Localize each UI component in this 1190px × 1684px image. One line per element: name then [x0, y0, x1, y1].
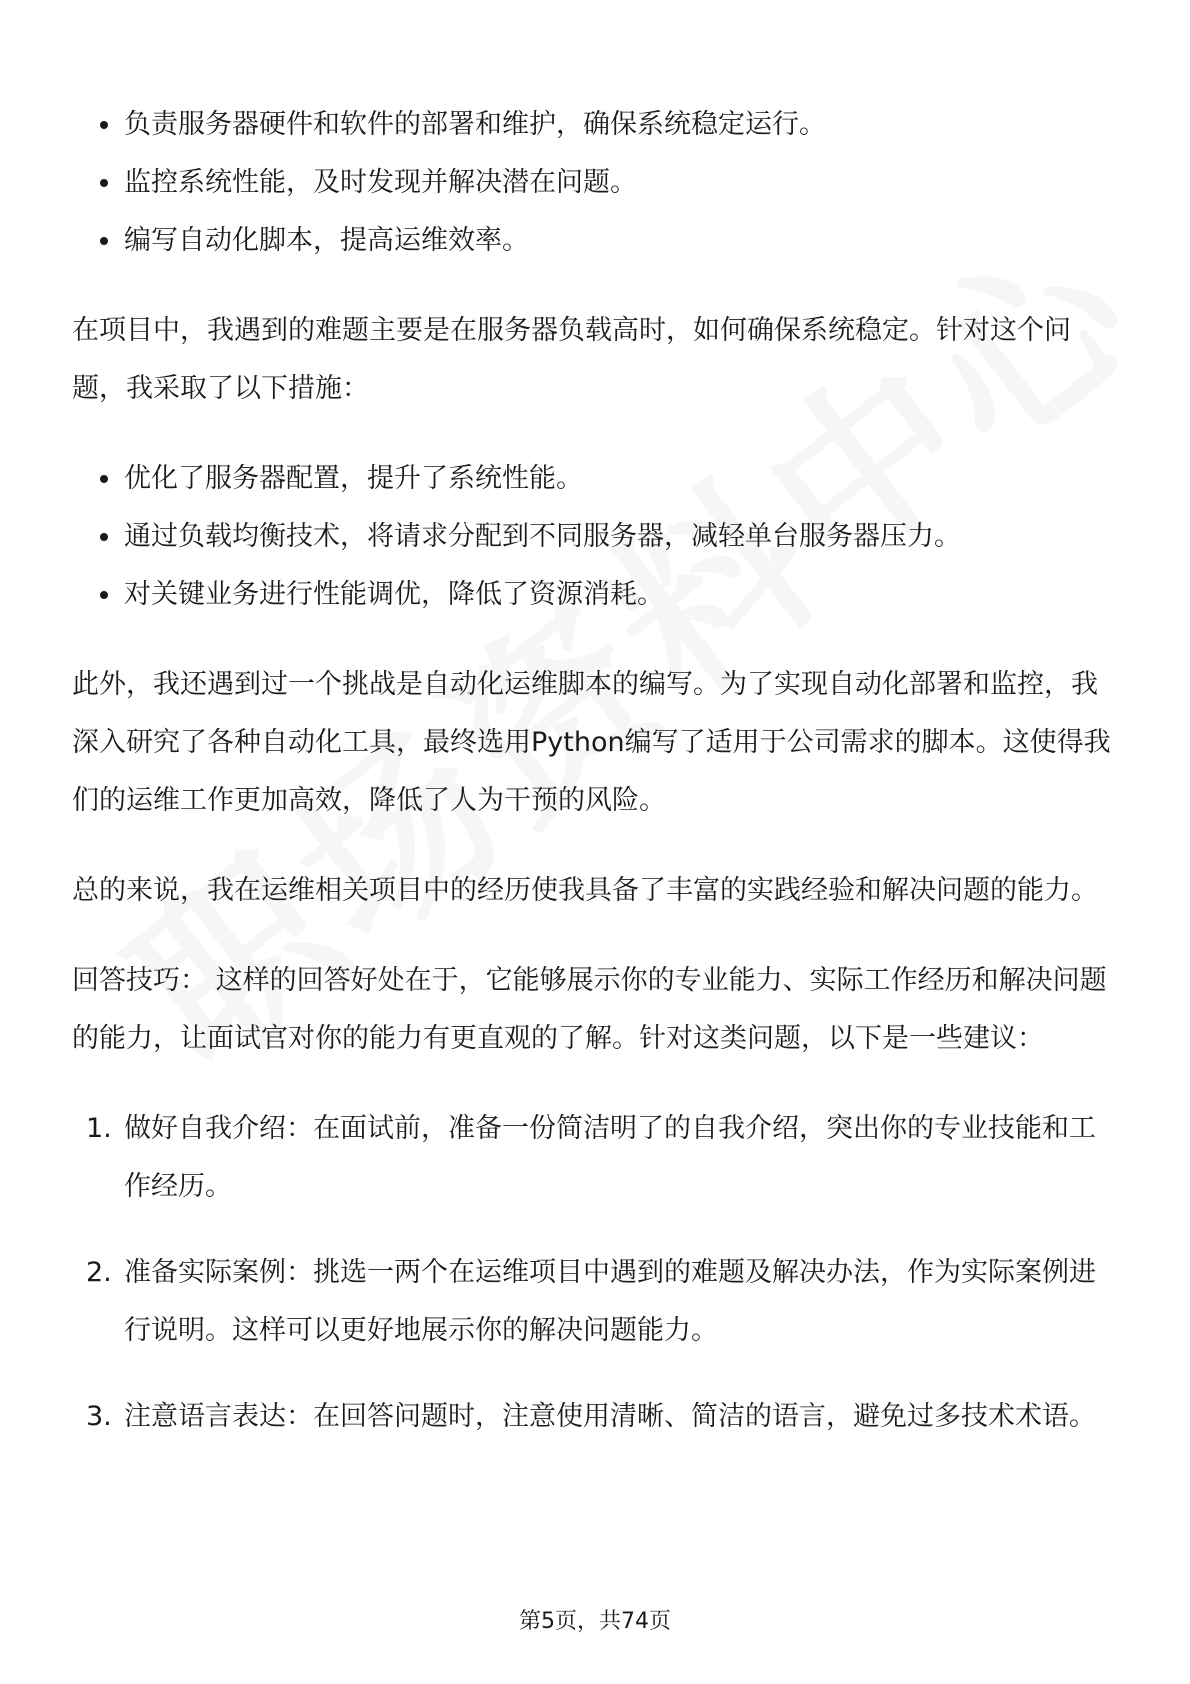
list-item-text: 注意语言表达：在回答问题时，注意使用清晰、简洁的语言，避免过多技术术语。: [124, 1401, 1096, 1432]
list-item: [72, 1100, 1122, 1216]
list-item-text: 对关键业务进行性能调优，降低了资源消耗。: [124, 579, 664, 610]
bullet-icon: [100, 533, 108, 541]
list-item: [72, 96, 1122, 154]
list-item: [72, 1244, 1122, 1360]
list-number: 3.: [86, 1401, 112, 1432]
list-number: 2.: [86, 1257, 112, 1288]
document-content: [72, 96, 1122, 1474]
bullet-icon: [100, 121, 108, 129]
page-footer: 第5页，共74页: [519, 1609, 671, 1634]
bullet-icon: [100, 475, 108, 483]
list-item: [72, 508, 1122, 566]
responsibility-list: [72, 96, 1122, 270]
paragraph-summary: 总的来说，我在运维相关项目中的经历使我具备了丰富的实践经验和解决问题的能力。: [72, 875, 1098, 906]
bullet-icon: [100, 179, 108, 187]
paragraph-challenge: 在项目中，我遇到的难题主要是在服务器负载高时，如何确保系统稳定。针对这个问题，我采取了以下措施：: [72, 315, 1071, 404]
tips-list: [72, 1100, 1122, 1446]
list-item-text: 优化了服务器配置，提升了系统性能。: [124, 463, 583, 494]
list-item: [72, 450, 1122, 508]
measures-list: [72, 450, 1122, 624]
paragraph-automation: 此外，我还遇到过一个挑战是自动化运维脚本的编写。为了实现自动化部署和监控，我深入研究了各种自动化工具，最终选用Python编写了适用于公司需求的脚本。这使得我们的运维工作更加高效，降低了人为干预的风险。: [72, 669, 1111, 816]
paragraph-answer-tips: 回答技巧： 这样的回答好处在于，它能够展示你的专业能力、实际工作经历和解决问题的能力，让面试官对你的能力有更直观的了解。针对这类问题，以下是一些建议：: [72, 965, 1107, 1054]
list-item-text: 编写自动化脚本，提高运维效率。: [124, 225, 529, 256]
list-item-text: 准备实际案例：挑选一两个在运维项目中遇到的难题及解决办法，作为实际案例进行说明。这样可以更好地展示你的解决问题能力。: [124, 1257, 1096, 1346]
list-number: 1.: [86, 1113, 112, 1144]
list-item: [72, 1388, 1122, 1446]
list-item-text: 通过负载均衡技术，将请求分配到不同服务器，减轻单台服务器压力。: [124, 521, 961, 552]
list-item-text: 做好自我介绍：在面试前，准备一份简洁明了的自我介绍，突出你的专业技能和工作经历。: [124, 1113, 1096, 1202]
list-item-text: 负责服务器硬件和软件的部署和维护，确保系统稳定运行。: [124, 109, 826, 140]
list-item: [72, 566, 1122, 624]
list-item-text: 监控系统性能，及时发现并解决潜在问题。: [124, 167, 637, 198]
bullet-icon: [100, 591, 108, 599]
list-item: [72, 212, 1122, 270]
list-item: [72, 154, 1122, 212]
bullet-icon: [100, 237, 108, 245]
